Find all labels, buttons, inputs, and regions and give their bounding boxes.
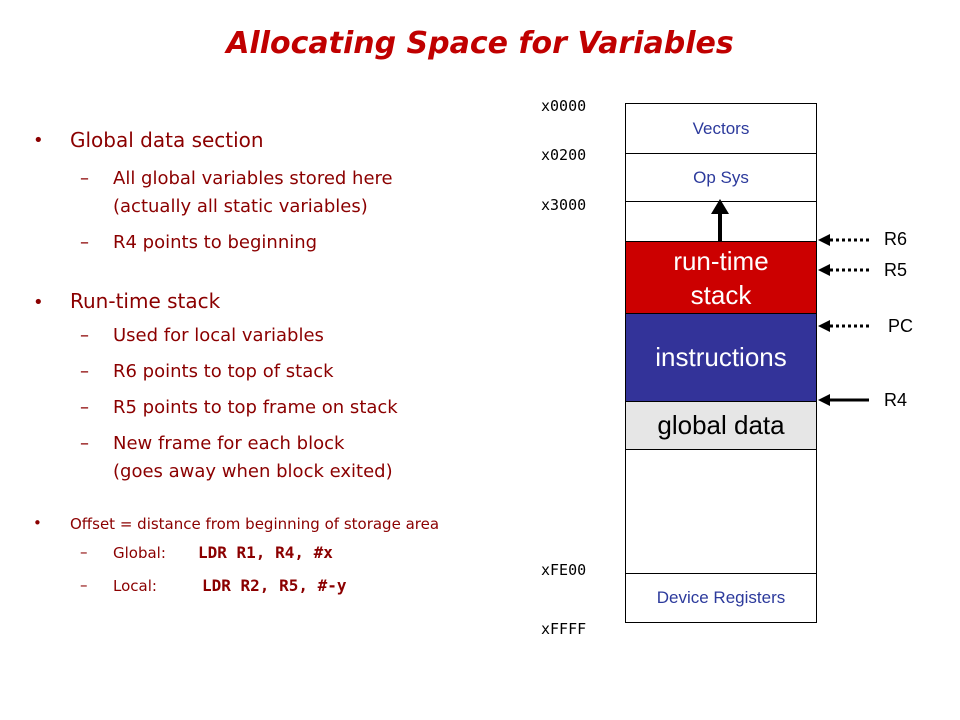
global-heading: Global data section (70, 128, 264, 152)
global-sub2: R4 points to beginning (113, 232, 318, 253)
dash-marker: – (80, 576, 88, 594)
stack-label-line1: run-time (673, 245, 769, 276)
stack-sub4-line1: New frame for each block (113, 433, 345, 454)
stack-label-line2: stack (690, 279, 752, 310)
dash-marker: – (80, 325, 89, 346)
address-label: x0000 (541, 97, 587, 115)
dash-marker: – (80, 361, 89, 382)
stack-sub4-line2: (goes away when block exited) (113, 461, 393, 482)
stack-heading: Run-time stack (70, 289, 221, 313)
global-data-label: global data (657, 410, 785, 440)
dash-marker: – (80, 543, 88, 561)
r6-arrow (818, 234, 869, 246)
register-r5: R5 (884, 260, 908, 280)
stack-sub3: R5 points to top frame on stack (113, 397, 398, 418)
register-pc: PC (888, 316, 914, 336)
instructions-label: instructions (655, 342, 787, 372)
offset-heading: Offset = distance from beginning of storage area (70, 515, 440, 533)
bullet-dot: • (33, 130, 44, 151)
stack-sub1: Used for local variables (113, 325, 324, 346)
register-r6: R6 (884, 229, 908, 249)
address-label: x3000 (541, 196, 587, 214)
pc-arrow (818, 320, 869, 332)
address-label: x0200 (541, 146, 587, 164)
r4-arrow (818, 394, 869, 406)
bullet-dot: • (33, 292, 44, 313)
offset-local-code: LDR R2, R5, #-y (202, 576, 347, 595)
dash-marker: – (80, 433, 89, 454)
global-sub1-line1: All global variables stored here (113, 168, 393, 189)
offset-global-code: LDR R1, R4, #x (198, 543, 333, 562)
dash-marker: – (80, 232, 89, 253)
address-label: xFE00 (541, 561, 587, 579)
stack-growth-arrow (711, 199, 729, 241)
stack-sub2: R6 points to top of stack (113, 361, 334, 382)
register-r4: R4 (884, 390, 908, 410)
global-sub1-line2: (actually all static variables) (113, 196, 368, 217)
offset-global-label: Global: (113, 544, 166, 562)
dash-marker: – (80, 397, 89, 418)
dash-marker: – (80, 168, 89, 189)
region-opsys-label: Op Sys (693, 167, 749, 187)
bullet-dot: • (33, 514, 42, 532)
device-registers-label: Device Registers (656, 588, 786, 607)
region-vectors-label: Vectors (692, 118, 750, 138)
offset-local-label: Local: (113, 577, 157, 595)
address-label: xFFFF (541, 620, 587, 638)
slide-title: Allocating Space for Variables (226, 26, 734, 61)
r5-arrow (818, 264, 869, 276)
